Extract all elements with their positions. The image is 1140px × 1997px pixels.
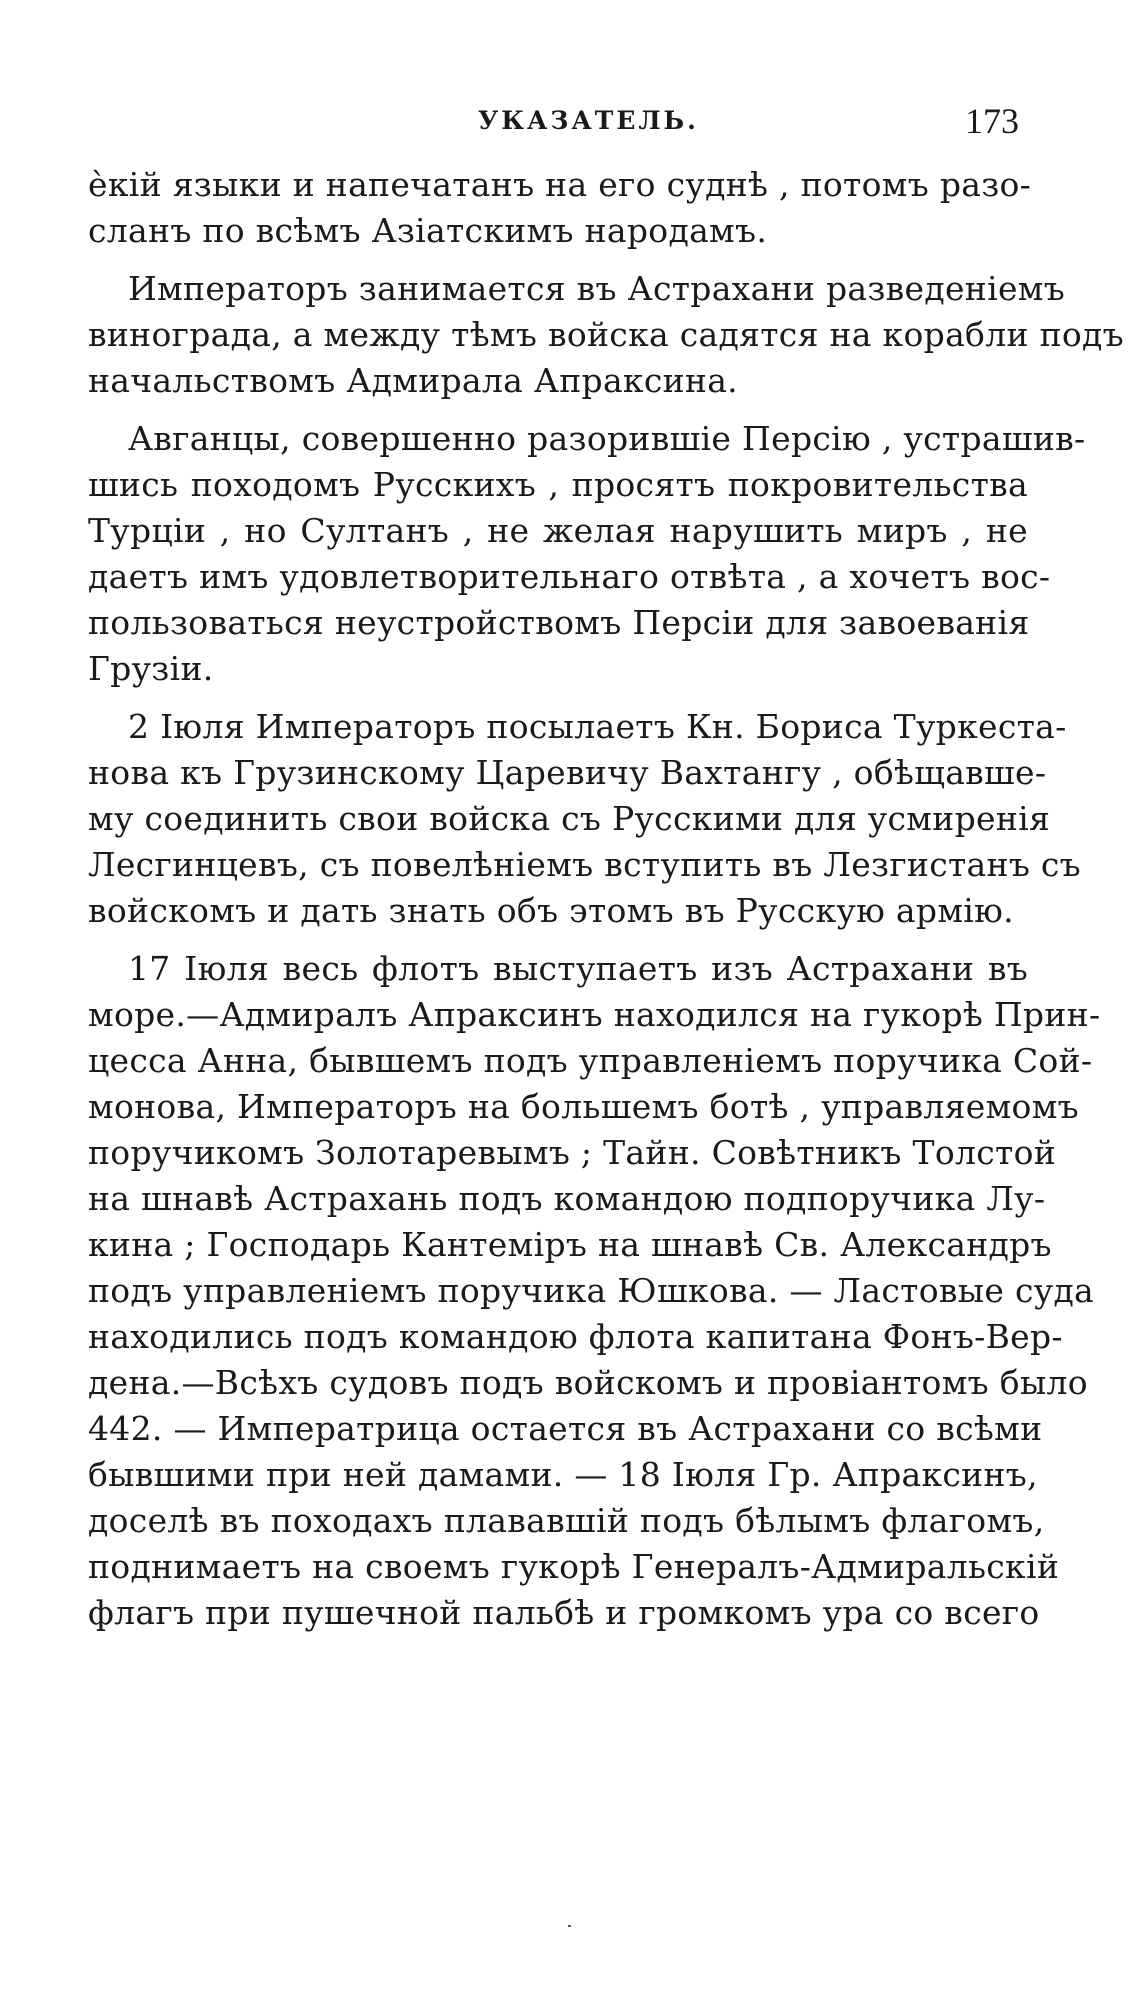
text-line: дена.—Всѣхъ судовъ подъ войскомъ и провіантомъ было bbox=[88, 1363, 1088, 1402]
text-line: начальствомъ Адмирала Апраксина. bbox=[88, 361, 738, 400]
ink-speck bbox=[568, 1925, 571, 1927]
text-line: кина ; Господарь Кантеміръ на шнавѣ Св. Александръ bbox=[88, 1225, 1052, 1264]
text-line: монова, Императоръ на большемъ ботѣ , управляемомъ bbox=[88, 1087, 1079, 1126]
text-line: море.—Адмиралъ Апраксинъ находился на гукорѣ Прин- bbox=[88, 995, 1101, 1034]
paragraph-4 bbox=[88, 704, 1081, 934]
paragraph-5 bbox=[88, 946, 1101, 1636]
text-line: подъ управленіемъ поручика Юшкова. — Ластовые суда bbox=[88, 1271, 1095, 1310]
text-line: пользоваться неустройствомъ Персіи для завоеванія bbox=[88, 603, 1030, 642]
running-title: УКАЗАТЕЛЬ. bbox=[478, 106, 699, 135]
text-line: поручикомъ Золотаревымъ ; Тайн. Совѣтникъ Толстой bbox=[88, 1133, 1057, 1172]
paragraph-3 bbox=[88, 416, 1086, 692]
text-line: Авганцы, совершенно разорившіе Персію , устрашив- bbox=[128, 419, 1086, 458]
text-line: сланъ по всѣмъ Азіатскимъ народамъ. bbox=[88, 211, 768, 250]
text-line: находились подъ командою флота капитана Фонъ-Вер- bbox=[88, 1317, 1063, 1356]
text-line: Грузіи. bbox=[88, 649, 214, 688]
text-line: на шнавѣ Астрахань подъ командою подпоручика Лу- bbox=[88, 1179, 1046, 1218]
text-line: поднимаетъ на своемъ гукорѣ Генералъ-Адмиральскій bbox=[88, 1547, 1060, 1586]
text-line: войскомъ и дать знать объ этомъ въ Русскую армію. bbox=[88, 891, 1014, 930]
text-line: Турціи , но Султанъ , не желая нарушить миръ , не bbox=[88, 511, 1028, 550]
text-line: винограда, а между тѣмъ войска садятся на корабли подъ bbox=[88, 315, 1124, 354]
paragraph-1 bbox=[88, 162, 1032, 254]
text-line: 17 Іюля весь флотъ выступаетъ изъ Астрахани въ bbox=[128, 949, 1028, 988]
page-number: 173 bbox=[965, 101, 1019, 141]
text-line: му соединить свои войска съ Русскими для усмиренія bbox=[88, 799, 1051, 838]
text-line: Лесгинцевъ, съ повелѣніемъ вступить въ Лезгистанъ съ bbox=[88, 845, 1081, 884]
text-line: даетъ имъ удовлетворительнаго отвѣта , а хочетъ вос- bbox=[88, 557, 1051, 596]
text-line: доселѣ въ походахъ плававшій подъ бѣлымъ флагомъ, bbox=[88, 1501, 1045, 1540]
text-line: 2 Іюля Императоръ посылаетъ Кн. Бориса Туркеста- bbox=[128, 707, 1067, 746]
text-line: шись походомъ Русскихъ , просятъ покровительства bbox=[88, 465, 1028, 504]
text-line: нова къ Грузинскому Царевичу Вахтангу , обѣщавше- bbox=[88, 753, 1047, 792]
text-line: цесса Анна, бывшемъ подъ управленіемъ поручика Сой- bbox=[88, 1041, 1093, 1080]
text-line: ѐкій языки и напечатанъ на его суднѣ , потомъ разо- bbox=[88, 165, 1032, 204]
running-head bbox=[0, 100, 1140, 140]
text-line: флагъ при пушечной пальбѣ и громкомъ ура со всего bbox=[88, 1593, 1040, 1632]
paragraph-2 bbox=[88, 266, 1124, 404]
body-text bbox=[88, 162, 1124, 1648]
text-line: Императоръ занимается въ Астрахани разведеніемъ bbox=[128, 269, 1066, 308]
text-line: бывшими при ней дамами. — 18 Іюля Гр. Апраксинъ, bbox=[88, 1455, 1038, 1494]
text-line: 442. — Императрица остается въ Астрахани со всѣми bbox=[88, 1409, 1043, 1448]
